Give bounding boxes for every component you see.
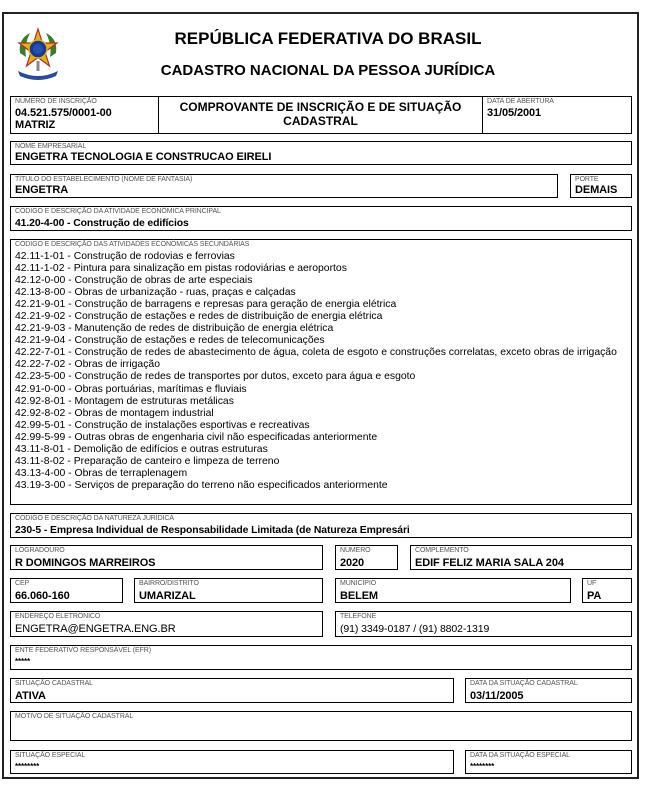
inscricao-label: NÚMERO DE INSCRIÇÃO bbox=[15, 98, 97, 105]
numero-label: NÚMERO bbox=[340, 547, 371, 554]
abertura-box bbox=[482, 96, 632, 134]
atividade-secundaria-item: 42.23-5-00 - Construção de redes de transportes por dutos, exceto para água e esgoto bbox=[15, 371, 416, 383]
email-box bbox=[10, 611, 323, 637]
data-situacao-especial-value: ******** bbox=[470, 762, 495, 771]
numero-value: 2020 bbox=[340, 557, 365, 569]
porte-label: PORTE bbox=[575, 176, 599, 183]
porte-box bbox=[570, 174, 632, 198]
porte-value: DEMAIS bbox=[575, 184, 618, 196]
bairro-label: BAIRRO/DISTRITO bbox=[139, 580, 199, 587]
natureza-juridica-value: 230-5 - Empresa Individual de Responsabilidade Limitada (de Natureza Empresári bbox=[15, 525, 410, 536]
atividade-secundaria-item: 42.22-7-02 - Obras de irrigação bbox=[15, 359, 160, 371]
titulo-label: TÍTULO DO ESTABELECIMENTO (NOME DE FANTASIA) bbox=[15, 176, 193, 183]
telefone-box bbox=[335, 611, 632, 637]
situacao-cadastral-label: SITUAÇÃO CADASTRAL bbox=[15, 680, 93, 687]
logradouro-value: R DOMINGOS MARREIROS bbox=[15, 557, 156, 569]
data-situacao-especial-box bbox=[465, 750, 632, 774]
atividades-secundarias-label: CÓDIGO E DESCRIÇÃO DAS ATIVIDADES ECONÔMICAS SECUNDÁRIAS bbox=[15, 241, 250, 248]
atividade-secundaria-item: 42.12-0-00 - Construção de obras de arte especiais bbox=[15, 275, 253, 287]
situacao-especial-value: ******** bbox=[15, 762, 40, 771]
page-title: REPÚBLICA FEDERATIVA DO BRASIL bbox=[174, 29, 482, 48]
abertura-value: 31/05/2001 bbox=[487, 107, 542, 119]
atividade-secundaria-item: 42.22-7-01 - Construção de redes de abastecimento de água, coleta de esgoto e construções correlatas, exceto obras de irrigação bbox=[15, 347, 617, 359]
municipio-value: BELEM bbox=[340, 590, 379, 602]
email-label: ENDEREÇO ELETRÔNICO bbox=[15, 613, 101, 620]
telefone-label: TELEFONE bbox=[340, 613, 377, 620]
data-situacao-box bbox=[465, 678, 632, 703]
cnpj-value: 04.521.575/0001-00 bbox=[15, 107, 112, 119]
nome-empresarial-label: NOME EMPRESARIAL bbox=[15, 143, 87, 150]
atividade-secundaria-item: 42.21-9-01 - Construção de barragens e represas para geração de energia elétrica bbox=[15, 299, 397, 311]
comprovante-title-line1: COMPROVANTE DE INSCRIÇÃO E DE SITUAÇÃO bbox=[179, 100, 462, 114]
numero-box bbox=[335, 545, 398, 570]
uf-label: UF bbox=[587, 580, 597, 587]
efr-box bbox=[10, 645, 632, 670]
bairro-box bbox=[134, 578, 323, 603]
data-situacao-value: 03/11/2005 bbox=[470, 690, 524, 702]
email-value: ENGETRA@ENGETRA.ENG.BR bbox=[15, 623, 176, 635]
complemento-value: EDIF FELIZ MARIA SALA 204 bbox=[415, 557, 564, 569]
atividades-secundarias-list bbox=[15, 251, 627, 492]
atividade-principal-value: 41.20-4-00 - Construção de edifícios bbox=[15, 218, 189, 229]
situacao-especial-box bbox=[10, 750, 454, 774]
data-situacao-especial-label: DATA DA SITUAÇÃO ESPECIAL bbox=[470, 752, 570, 759]
tipo-value: MATRIZ bbox=[15, 119, 56, 131]
natureza-juridica-box bbox=[10, 513, 632, 538]
motivo-box bbox=[10, 711, 632, 741]
comprovante-box bbox=[158, 96, 483, 134]
page-subtitle: CADASTRO NACIONAL DA PESSOA JURÍDICA bbox=[160, 62, 496, 79]
atividade-secundaria-item: 42.11-1-01 - Construção de rodovias e ferrovias bbox=[15, 251, 235, 262]
atividade-secundaria-item: 42.99-5-01 - Construção de instalações esportivas e recreativas bbox=[15, 419, 310, 431]
cep-label: CEP bbox=[15, 580, 30, 587]
abertura-label: DATA DE ABERTURA bbox=[487, 98, 554, 105]
municipio-box bbox=[335, 578, 571, 603]
situacao-cadastral-box bbox=[10, 678, 454, 703]
situacao-especial-label: SITUAÇÃO ESPECIAL bbox=[15, 752, 86, 759]
atividade-secundaria-item: 42.13-8-00 - Obras de urbanização - ruas, praças e calçadas bbox=[15, 287, 296, 299]
nome-empresarial-value: ENGETRA TECNOLOGIA E CONSTRUCAO EIRELI bbox=[15, 151, 272, 163]
atividade-secundaria-item: 42.91-0-00 - Obras portuárias, marítimas e fluviais bbox=[15, 383, 247, 395]
motivo-label: MOTIVO DE SITUAÇÃO CADASTRAL bbox=[15, 713, 134, 720]
complemento-box bbox=[410, 545, 632, 570]
atividade-secundaria-item: 42.92-8-02 - Obras de montagem industrial bbox=[15, 407, 214, 419]
atividade-secundaria-item: 42.99-5-99 - Outras obras de engenharia civil não especificadas anteriormente bbox=[15, 431, 378, 443]
cep-box bbox=[10, 578, 123, 603]
titulo-value: ENGETRA bbox=[15, 184, 69, 196]
telefone-value: (91) 3349-0187 / (91) 8802-1319 bbox=[340, 623, 490, 635]
titulo-box bbox=[10, 174, 558, 198]
atividade-principal-label: CÓDIGO E DESCRIÇÃO DA ATIVIDADE ECONÔMICA PRINCIPAL bbox=[15, 208, 221, 215]
nome-empresarial-box bbox=[10, 141, 632, 165]
comprovante-title-line2: CADASTRAL bbox=[283, 114, 358, 128]
atividade-secundaria-item: 42.11-1-02 - Pintura para sinalização em pistas rodoviárias e aeroportos bbox=[15, 263, 347, 275]
uf-box bbox=[582, 578, 632, 603]
atividade-secundaria-item: 42.92-8-01 - Montagem de estruturas metálicas bbox=[15, 395, 234, 407]
cep-value: 66.060-160 bbox=[15, 590, 70, 602]
logradouro-label: LOGRADOURO bbox=[15, 547, 65, 554]
logradouro-box bbox=[10, 545, 323, 570]
efr-label: ENTE FEDERATIVO RESPONSÁVEL (EFR) bbox=[15, 647, 151, 654]
atividade-secundaria-item: 43.19-3-00 - Serviços de preparação do terreno não especificados anteriormente bbox=[15, 479, 388, 491]
atividade-secundaria-item: 42.21-9-03 - Manutenção de redes de distribuição de energia elétrica bbox=[15, 323, 334, 335]
data-situacao-label: DATA DA SITUAÇÃO CADASTRAL bbox=[470, 680, 578, 687]
atividade-secundaria-item: 42.21-9-04 - Construção de estações e redes de telecomunicações bbox=[15, 335, 325, 347]
complemento-label: COMPLEMENTO bbox=[415, 547, 469, 554]
atividade-secundaria-item: 43.11-8-02 - Preparação de canteiro e limpeza de terreno bbox=[15, 455, 280, 467]
bairro-value: UMARIZAL bbox=[139, 590, 196, 602]
natureza-juridica-label: CÓDIGO E DESCRIÇÃO DA NATUREZA JURÍDICA bbox=[15, 515, 174, 522]
inscricao-box bbox=[10, 96, 159, 134]
atividades-secundarias-box bbox=[10, 239, 632, 505]
atividade-secundaria-item: 42.21-9-02 - Construção de estações e redes de distribuição de energia elétrica bbox=[15, 311, 383, 323]
atividade-principal-box bbox=[10, 206, 632, 231]
municipio-label: MUNICÍPIO bbox=[340, 580, 377, 587]
efr-value: ***** bbox=[15, 657, 31, 666]
atividade-secundaria-item: 43.13-4-00 - Obras de terraplenagem bbox=[15, 467, 188, 479]
uf-value: PA bbox=[587, 590, 602, 602]
situacao-cadastral-value: ATIVA bbox=[15, 690, 46, 702]
atividade-secundaria-item: 43.11-8-01 - Demolição de edifícios e outras estruturas bbox=[15, 443, 268, 455]
